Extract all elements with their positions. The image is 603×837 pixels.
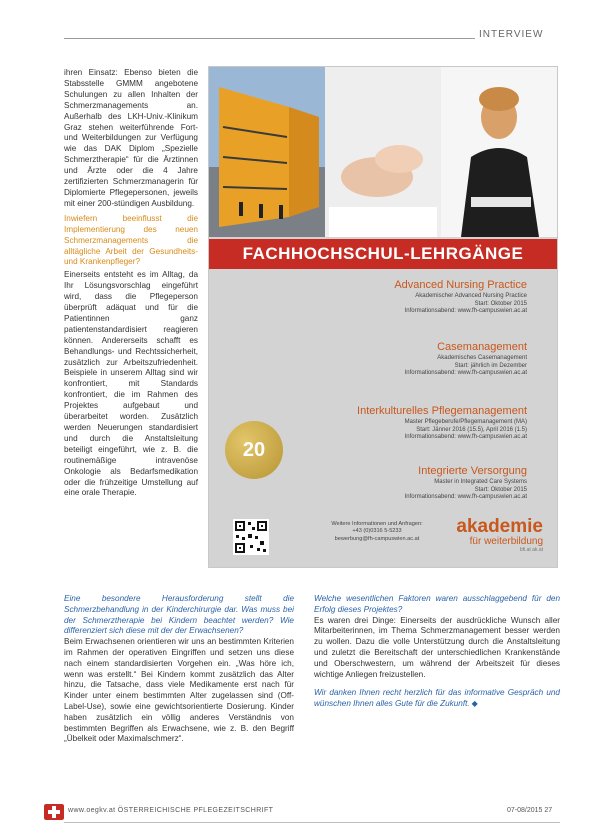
program-3-line: Start: Jänner 2016 (15.5), April 2016 (1.5): [416, 426, 527, 433]
akademie-logo-sub: für weiterbildung: [469, 536, 543, 547]
anniversary-badge: [225, 421, 283, 479]
contact-line: Weitere Informationen und Anfragen:: [331, 521, 423, 527]
ad-body: [209, 271, 557, 567]
akademie-logo-tag: bfi.at ak.at: [519, 547, 543, 553]
program-3: [357, 405, 527, 442]
program-3-line: Informationsabend: www.fh-campuswien.ac.at: [404, 434, 527, 440]
qr-code-icon: [233, 519, 269, 555]
closing-text: Wir danken Ihnen recht herzlich für das informative Gespräch und wünschen Ihnen alles Gute für die Zukunft.: [314, 688, 560, 709]
header-rule: [64, 38, 544, 39]
program-1-line: Start: Oktober 2015: [474, 300, 527, 307]
left-column: [64, 68, 198, 499]
closing-paragraph: [314, 688, 560, 710]
program-2-line: Informationsabend: www.fh-campuswien.ac.at: [404, 370, 527, 376]
lower-right-question: Welche wesentlichen Faktoren waren ausschlaggebend für den Erfolg dieses Projektes?: [314, 594, 560, 614]
contact-line: +43 (0)0316 5-5233: [352, 528, 402, 535]
section-label: INTERVIEW: [475, 29, 547, 40]
ad-banner: FACHHOCHSCHUL-LEHRGÄNGE: [209, 239, 557, 269]
lower-right-column: [314, 594, 560, 710]
lower-left-answer: Beim Erwachsenen orientieren wir uns an bestimmten Kriterien im Rahmen der operativen Eingriffen und setzen uns diese nach einem standardisierten Vorgehen ein. „Was höre ich, wenn was erstellt.“ Bei Kindern kommt zusätzlich das Alter hinzu, die Tatsache, dass viele Medikamente erst nach für Kinder unter einem bestimmten Alter zugelassen sind (Off-Label-Use), sowie eine gewichtsorientierte Dosierung. Kinder haben zusätzlich ein völlig anderes Verständnis von bestimmten Begriffen als Erwachsene, wie z. B. den Begriff „Übelkeit oder Maximalschmerz“.: [64, 637, 294, 744]
program-3-title: Interkulturelles Pflegemanagement: [357, 405, 527, 417]
footer-rule: [64, 822, 560, 823]
program-2: [405, 341, 527, 378]
program-1: [394, 279, 527, 316]
advertisement: [208, 66, 558, 568]
footer-issue-page: 07-08/2015 27: [507, 807, 553, 814]
journal-logo-icon: [44, 804, 64, 820]
program-4-line: Start: Oktober 2015: [474, 486, 527, 493]
program-2-line: Start: jährlich im Dezember: [454, 362, 527, 369]
contact-line: bewerbung@fh-campuswien.ac.at: [334, 535, 420, 542]
footer-publication: www.oegkv.at ÖSTERREICHISCHE PFLEGEZEITSCHRIFT: [68, 807, 274, 814]
end-mark-icon: ◆: [471, 699, 478, 709]
left-paragraph-1: ihren Einsatz: Ebenso bieten die Stabsstelle GMMM angebotene Schulungen zu allen Inhalten der Schmerzmanagements an. Außerhalb des LKH-Univ.-Klinikum Graz stehen weiterführende Fort- und Weiterbildungen zur Verfügung wie das DAK Diplom „Spezielle Schmerztherapie“ für die Ärztinnen und Ärzte oder die 4 Jahre zertifizierten Schmerzmanagerin für Diplomierte Pflegepersonen, jeweils mit einer 200-stündigen Ausbildung.: [64, 68, 198, 208]
program-4-title: Integrierte Versorgung: [418, 465, 527, 477]
program-4-line: Master in Integrated Care Systems: [434, 479, 527, 485]
program-1-line: Akademischer Advanced Nursing Practice: [415, 293, 527, 299]
akademie-logo-main: akademie: [456, 516, 543, 537]
ad-photo-strip: [209, 67, 557, 237]
lower-left-question: Eine besondere Herausforderung stellt die Schmerzbehandlung in der Kinderchirurgie dar. Was muss bei der Schmerztherapie bei Kindern beachtet werden? Wie differenziert sich diese mit der der Erwachsenen?: [64, 594, 294, 636]
program-2-line: Akademisches Casemanagement: [437, 355, 527, 361]
program-1-title: Advanced Nursing Practice: [394, 279, 527, 291]
program-3-line: Master Pflegeberufe/Pflegemanagement (MA): [404, 419, 527, 425]
program-4: [405, 465, 527, 502]
program-1-line: Informationsabend: www.fh-campuswien.ac.at: [404, 308, 527, 314]
contact-info: [307, 521, 447, 543]
program-4-line: Informationsabend: www.fh-campuswien.ac.at: [404, 494, 527, 500]
left-question-2: Inwiefern beeinflusst die Implementierung des neuen Schmerzmanagements die alltägliche Arbeit der Gesundheits- und Krankenpfleger?: [64, 213, 198, 267]
lower-right-answer: Es waren drei Dinge: Einerseits der ausdrückliche Wunsch aller Mitarbeiterinnen, im Thema Schmerzmanagement besser werden zu wollen. Dazu die volle Unterstützung durch die Anstaltsleitung und zuletzt die Bereitschaft der unterschiedlichen Krankenstände und Oberschwestern, um während der Arbeitszeit für dieses wichtige Anliegen freizustellen.: [314, 615, 560, 679]
program-2-title: Casemanagement: [437, 341, 527, 353]
left-paragraph-2: Einerseits entsteht es im Alltag, da Ihr Lösungsvorschlag eingeführt wird, dass die Pflegeperson überprüft adäquat und für die Patientinnen ganz patientenstandardisiert reagieren können. Andererseits schafft es Behandlungs- und Rechtssicherheit, zusätzlich zur Arbeitszufriedenheit. Beispiele in unserem Alltag sind wir konfrontiert, mit Standards konfrontiert, die im Rahmen des Projektes aufgebaut und überarbeitet worden. Zusätzlich werden Neuerungen standardisiert und durch die Anstaltsleitung beteiligt eingeführt, wie z. B. die routinemäßige intravenöse Onkologie als Bedarfsmedikation oder die frühzeitige Umstellung auf eine orale Therapie.: [64, 270, 198, 498]
lower-left-column: [64, 594, 294, 745]
anniversary-badge-text: 20: [242, 439, 266, 461]
akademie-logo: [456, 517, 543, 554]
